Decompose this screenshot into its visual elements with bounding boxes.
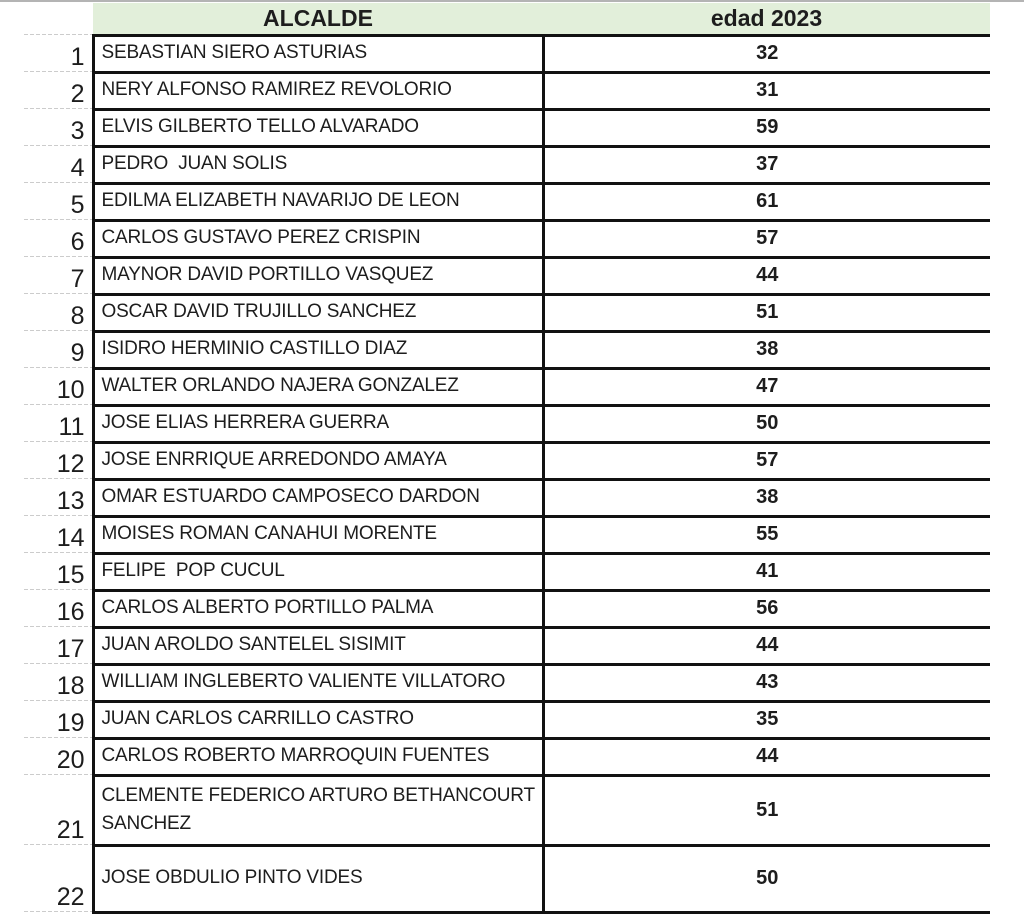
row-number: 20 — [0, 738, 93, 775]
table-row — [0, 294, 990, 331]
table-row — [0, 257, 990, 294]
alcalde-name-cell: JUAN CARLOS CARRILLO CASTRO — [93, 701, 543, 738]
row-number: 8 — [0, 294, 93, 331]
edad-value-cell: 44 — [543, 257, 990, 294]
row-number: 15 — [0, 553, 93, 590]
table-row — [0, 590, 990, 627]
alcalde-name-cell: CARLOS GUSTAVO PEREZ CRISPIN — [93, 220, 543, 257]
row-number: 18 — [0, 664, 93, 701]
row-number: 22 — [0, 845, 93, 912]
table-row — [0, 331, 990, 368]
header-row — [0, 3, 990, 35]
edad-value-cell: 32 — [543, 35, 990, 72]
edad-value-cell: 51 — [543, 294, 990, 331]
row-number: 10 — [0, 368, 93, 405]
alcalde-name-cell: PEDRO JUAN SOLIS — [93, 146, 543, 183]
row-number: 16 — [0, 590, 93, 627]
alcalde-name-cell: ELVIS GILBERTO TELLO ALVARADO — [93, 109, 543, 146]
row-number: 14 — [0, 516, 93, 553]
edad-value-cell: 55 — [543, 516, 990, 553]
column-header-edad-2023: edad 2023 — [543, 3, 990, 35]
alcalde-name-cell: CARLOS ROBERTO MARROQUIN FUENTES — [93, 738, 543, 775]
table-row — [0, 220, 990, 257]
edad-value-cell: 44 — [543, 627, 990, 664]
row-number: 5 — [0, 183, 93, 220]
table-row — [0, 146, 990, 183]
alcalde-name-cell: FELIPE POP CUCUL — [93, 553, 543, 590]
header-row-number-spacer — [0, 3, 93, 35]
edad-value-cell: 56 — [543, 590, 990, 627]
table-row — [0, 109, 990, 146]
row-number: 17 — [0, 627, 93, 664]
row-number: 13 — [0, 479, 93, 516]
edad-value-cell: 50 — [543, 845, 990, 912]
alcalde-name-cell: WILLIAM INGLEBERTO VALIENTE VILLATORO — [93, 664, 543, 701]
row-number: 7 — [0, 257, 93, 294]
alcalde-name-cell: SEBASTIAN SIERO ASTURIAS — [93, 35, 543, 72]
table-row — [0, 72, 990, 109]
table-row — [0, 35, 990, 72]
edad-value-cell: 38 — [543, 331, 990, 368]
table-body — [0, 35, 990, 912]
edad-value-cell: 43 — [543, 664, 990, 701]
table-row — [0, 516, 990, 553]
alcalde-name-cell: MAYNOR DAVID PORTILLO VASQUEZ — [93, 257, 543, 294]
edad-value-cell: 57 — [543, 442, 990, 479]
alcalde-name-cell: MOISES ROMAN CANAHUI MORENTE — [93, 516, 543, 553]
edad-value-cell: 51 — [543, 775, 990, 845]
row-number: 6 — [0, 220, 93, 257]
alcalde-table — [0, 3, 990, 914]
alcalde-name-cell: ISIDRO HERMINIO CASTILLO DIAZ — [93, 331, 543, 368]
table-row — [0, 183, 990, 220]
alcalde-name-cell: EDILMA ELIZABETH NAVARIJO DE LEON — [93, 183, 543, 220]
column-header-alcalde: ALCALDE — [93, 3, 543, 35]
row-number: 3 — [0, 109, 93, 146]
table-row — [0, 479, 990, 516]
edad-value-cell: 38 — [543, 479, 990, 516]
table-row — [0, 627, 990, 664]
row-number: 12 — [0, 442, 93, 479]
alcalde-name-cell: OMAR ESTUARDO CAMPOSECO DARDON — [93, 479, 543, 516]
edad-value-cell: 50 — [543, 405, 990, 442]
table-row — [0, 664, 990, 701]
edad-value-cell: 35 — [543, 701, 990, 738]
top-gridline — [0, 0, 1024, 2]
row-number: 21 — [0, 775, 93, 845]
table-row — [0, 845, 990, 912]
row-number: 19 — [0, 701, 93, 738]
row-number: 4 — [0, 146, 93, 183]
table-row — [0, 701, 990, 738]
table-row — [0, 405, 990, 442]
table-row — [0, 738, 990, 775]
edad-value-cell: 41 — [543, 553, 990, 590]
row-number: 9 — [0, 331, 93, 368]
alcalde-name-cell: CARLOS ALBERTO PORTILLO PALMA — [93, 590, 543, 627]
edad-value-cell: 31 — [543, 72, 990, 109]
table-row — [0, 775, 990, 845]
row-number: 11 — [0, 405, 93, 442]
table-row — [0, 368, 990, 405]
alcalde-name-cell: JOSE ELIAS HERRERA GUERRA — [93, 405, 543, 442]
edad-value-cell: 47 — [543, 368, 990, 405]
edad-value-cell: 37 — [543, 146, 990, 183]
alcalde-name-cell: JOSE ENRRIQUE ARREDONDO AMAYA — [93, 442, 543, 479]
alcalde-name-cell: JOSE OBDULIO PINTO VIDES — [93, 845, 543, 912]
alcalde-name-cell: JUAN AROLDO SANTELEL SISIMIT — [93, 627, 543, 664]
alcalde-name-cell: OSCAR DAVID TRUJILLO SANCHEZ — [93, 294, 543, 331]
alcalde-name-cell: NERY ALFONSO RAMIREZ REVOLORIO — [93, 72, 543, 109]
edad-value-cell: 44 — [543, 738, 990, 775]
edad-value-cell: 59 — [543, 109, 990, 146]
row-number: 2 — [0, 72, 93, 109]
alcalde-name-cell: CLEMENTE FEDERICO ARTURO BETHANCOURT SANCHEZ — [93, 775, 543, 845]
edad-value-cell: 61 — [543, 183, 990, 220]
edad-value-cell: 57 — [543, 220, 990, 257]
table-row — [0, 442, 990, 479]
alcalde-name-cell: WALTER ORLANDO NAJERA GONZALEZ — [93, 368, 543, 405]
table-row — [0, 553, 990, 590]
row-number: 1 — [0, 35, 93, 72]
